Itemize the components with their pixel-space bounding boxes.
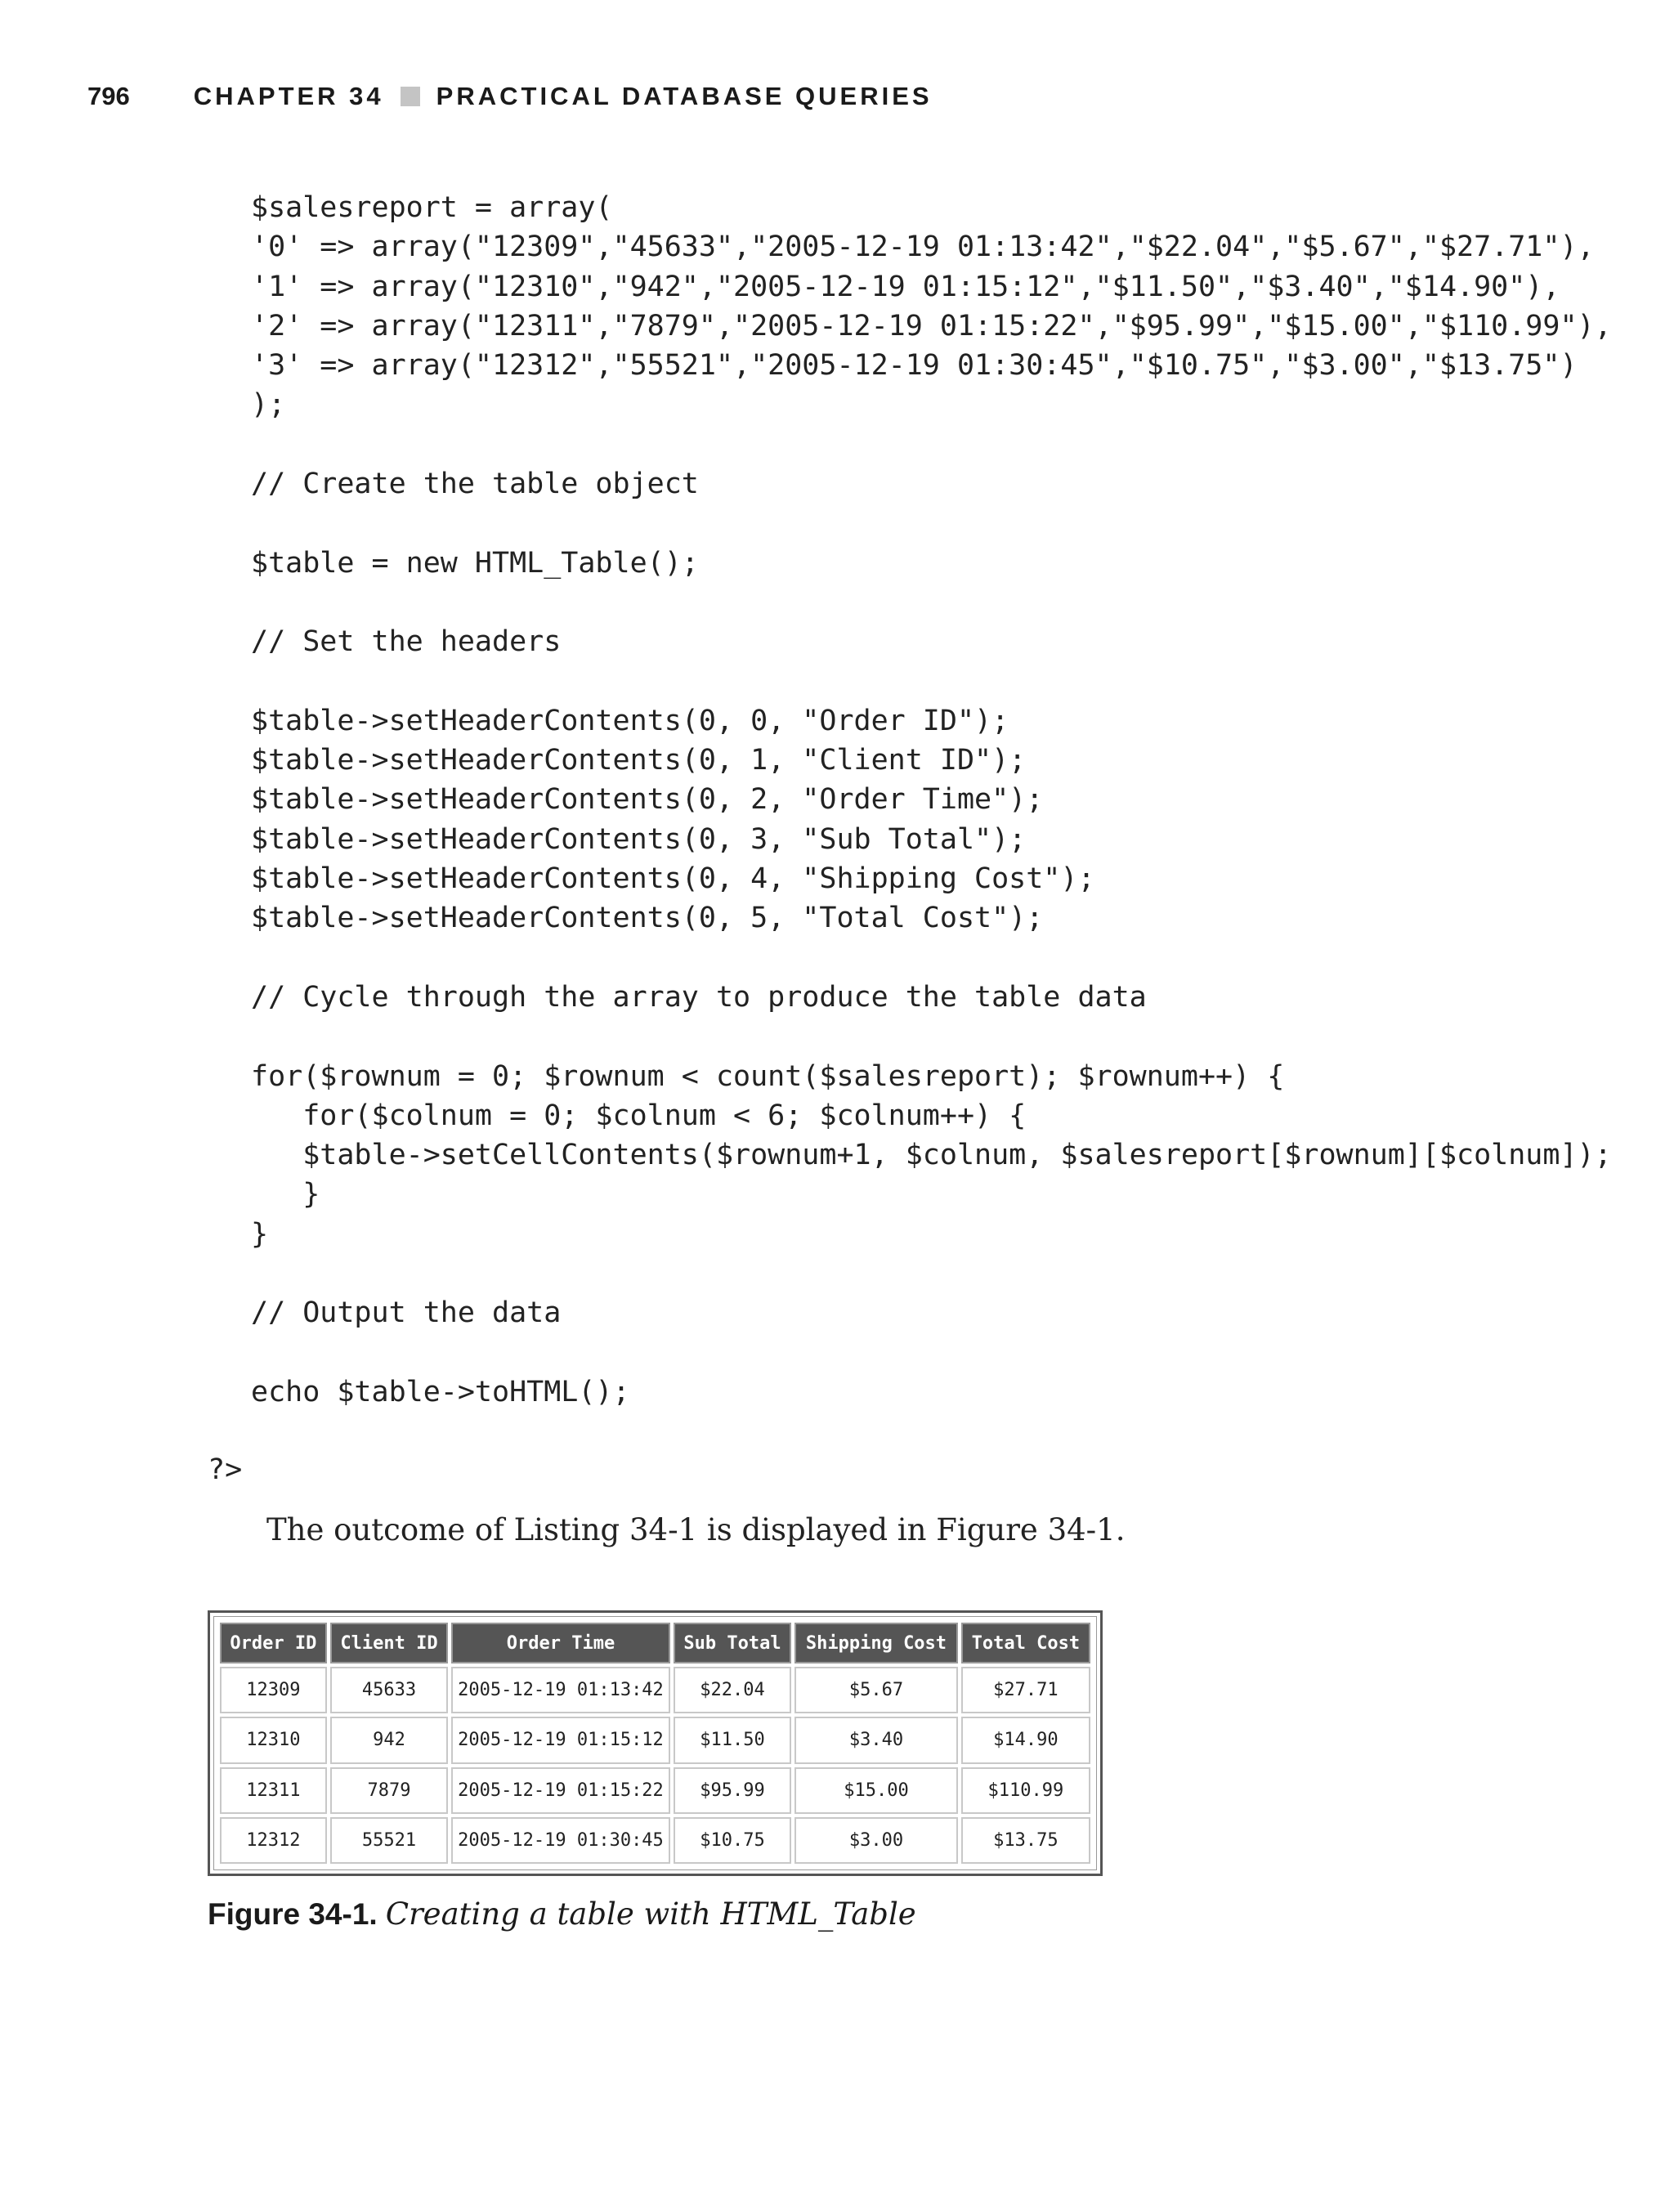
sales-table (217, 1619, 1094, 1867)
code-line: ); (251, 388, 286, 422)
code-line: '1' => array("12310","942","2005-12-19 01:15:12","$11.50","$3.40","$14.90"), (251, 270, 1560, 303)
chapter-label: CHAPTER 34 (193, 82, 384, 110)
code-line: $table->setCellContents($rownum+1, $colnum, $salesreport[$rownum][$colnum]); (251, 1139, 1612, 1172)
figure-caption (208, 1896, 916, 1932)
table-cell: $110.99 (961, 1767, 1090, 1814)
table-row (220, 1817, 1090, 1864)
table-cell: $10.75 (674, 1817, 792, 1864)
figure-34-1 (208, 1610, 1103, 1876)
table-cell: 12311 (220, 1767, 327, 1814)
header-shipping-cost: Shipping Cost (794, 1623, 957, 1663)
separator-square-icon (401, 87, 420, 106)
table-row (220, 1767, 1090, 1814)
table-cell: $14.90 (961, 1717, 1090, 1763)
table-cell: $27.71 (961, 1667, 1090, 1713)
body-paragraph: The outcome of Listing 34-1 is displayed in Figure 34-1. (266, 1512, 1126, 1547)
table-cell: $3.00 (794, 1817, 957, 1864)
caption-label: Figure 34-1. (208, 1897, 378, 1931)
code-line: $table->setHeaderContents(0, 1, "Client ID"); (251, 744, 1027, 777)
table-cell: $5.67 (794, 1667, 957, 1713)
table-cell: 2005-12-19 01:13:42 (451, 1667, 669, 1713)
code-line: $table->setHeaderContents(0, 0, "Order ID"); (251, 704, 1009, 737)
table-cell: $22.04 (674, 1667, 792, 1713)
code-line: echo $table->toHTML(); (251, 1375, 630, 1408)
table-cell: $3.40 (794, 1717, 957, 1763)
code-line: // Create the table object (251, 468, 699, 501)
code-line: '2' => array("12311","7879","2005-12-19 01:15:22","$95.99","$15.00","$110.99"), (251, 309, 1612, 343)
table-row (220, 1667, 1090, 1713)
header-client-id: Client ID (330, 1623, 449, 1663)
table-cell: 2005-12-19 01:15:22 (451, 1767, 669, 1814)
code-line: $table->setHeaderContents(0, 5, "Total Cost"); (251, 902, 1044, 935)
code-line: $salesreport = array( (251, 191, 613, 224)
table-cell: 55521 (330, 1817, 449, 1864)
table-row (220, 1717, 1090, 1763)
table-cell: $15.00 (794, 1767, 957, 1814)
header-total-cost: Total Cost (961, 1623, 1090, 1663)
table-cell: 7879 (330, 1767, 449, 1814)
caption-title: Creating a table with HTML_Table (385, 1896, 916, 1932)
header-order-time: Order Time (451, 1623, 669, 1663)
code-line: for($colnum = 0; $colnum < 6; $colnum++) { (251, 1099, 1027, 1132)
code-listing (251, 188, 1612, 1412)
table-cell: $11.50 (674, 1717, 792, 1763)
running-header (87, 82, 933, 111)
table-cell: 45633 (330, 1667, 449, 1713)
figure-frame (213, 1616, 1097, 1870)
table-cell: $13.75 (961, 1817, 1090, 1864)
header-order-id: Order ID (220, 1623, 327, 1663)
code-line: // Output the data (251, 1296, 562, 1330)
code-line: for($rownum = 0; $rownum < count($salesreport); $rownum++) { (251, 1059, 1285, 1093)
table-cell: 2005-12-19 01:15:12 (451, 1717, 669, 1763)
table-header-row (220, 1623, 1090, 1663)
code-line: // Cycle through the array to produce the table data (251, 980, 1147, 1014)
code-line: $table = new HTML_Table(); (251, 546, 699, 580)
code-line: '3' => array("12312","55521","2005-12-19 01:30:45","$10.75","$3.00","$13.75") (251, 349, 1578, 383)
table-cell: 12312 (220, 1817, 327, 1864)
table-cell: 2005-12-19 01:30:45 (451, 1817, 669, 1864)
page-number: 796 (87, 82, 130, 110)
code-line: } (251, 1217, 269, 1251)
code-line: $table->setHeaderContents(0, 3, "Sub Total"); (251, 822, 1027, 856)
table-cell: 12309 (220, 1667, 327, 1713)
header-sub-total: Sub Total (674, 1623, 792, 1663)
table-cell: $95.99 (674, 1767, 792, 1814)
table-cell: 12310 (220, 1717, 327, 1763)
section-title: PRACTICAL DATABASE QUERIES (436, 82, 933, 110)
code-line: '0' => array("12309","45633","2005-12-19 01:13:42","$22.04","$5.67","$27.71"), (251, 231, 1595, 264)
code-line: $table->setHeaderContents(0, 2, "Order Time"); (251, 783, 1044, 817)
php-closing-tag: ?> (208, 1453, 243, 1486)
table-cell: 942 (330, 1717, 449, 1763)
code-line: // Set the headers (251, 625, 562, 659)
code-line: } (251, 1178, 320, 1211)
code-line: $table->setHeaderContents(0, 4, "Shipping Cost"); (251, 862, 1095, 896)
